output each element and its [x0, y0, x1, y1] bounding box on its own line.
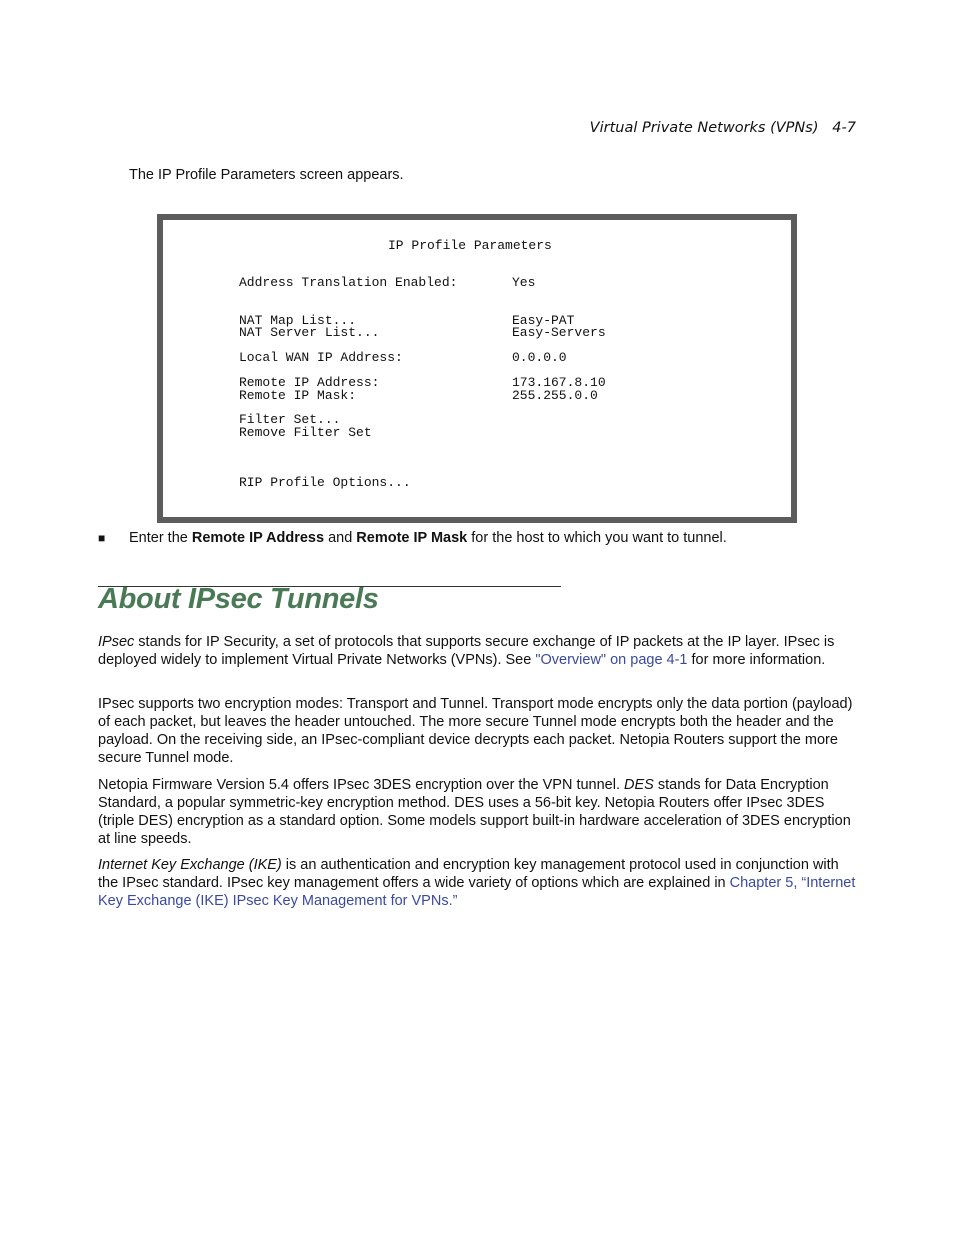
remote-ip-address-label: Remote IP Address: [239, 375, 380, 390]
address-translation-label: Address Translation Enabled: [239, 275, 458, 290]
remote-ip-mask-label: Remote IP Mask: [239, 388, 357, 403]
address-translation-value: Yes [512, 275, 536, 290]
remote-ip-mask-value: 255.255.0.0 [512, 388, 598, 403]
ip-profile-screen [157, 214, 797, 523]
paragraph-3des: Netopia Firmware Version 5.4 offers IPsec 3DES encryption over the VPN tunnel. DES stands for Data Encryption Standard, a popular symmetric-key encryption method. DES uses a 56-bit key. Netopia Routers offer IPsec 3DES (triple DES) encryption as a standard option. Some models support built-in hardware acceleration of 3DES encryption at line speeds. [98, 777, 851, 847]
nat-map-list-label: NAT Map List... [239, 313, 357, 328]
paragraph-ipsec: IPsec stands for IP Security, a set of protocols that supports secure exchange of IP packets at the IP layer. IPsec is deployed widely to implement Virtual Private Networks (VPNs). See "Overview" on page 4-1 for more information. [98, 634, 835, 668]
remove-filter-set-label: Remove Filter Set [239, 425, 372, 440]
remote-ip-mask-term: Remote IP Mask [356, 530, 468, 546]
chapter-5-link[interactable]: Chapter 5, “Internet Key Exchange (IKE) IPsec Key Management for VPNs.” [98, 875, 856, 909]
local-wan-ip-label: Local WAN IP Address: [239, 350, 403, 365]
paragraph-modes: IPsec supports two encryption modes: Transport and Tunnel. Transport mode encrypts only the data portion (payload) of each packet, but leaves the header untouched. The more secure Tunnel mode encrypts both the header and the payload. On the receiving side, an IPsec-compliant device decrypts each packet. Netopia Routers support the more secure Tunnel mode. [98, 696, 853, 766]
intro-text: The IP Profile Parameters screen appears. [129, 167, 404, 183]
nat-server-list-value: Easy-Servers [512, 325, 606, 340]
remote-ip-address-term: Remote IP Address [191, 530, 325, 546]
nat-map-list-value: Easy-PAT [512, 313, 575, 328]
screen-title: IP Profile Parameters [388, 238, 552, 253]
bullet-square-icon: ■ [98, 531, 106, 545]
overview-link[interactable]: "Overview" on page 4-1 [535, 652, 688, 668]
nat-server-list-label: NAT Server List... [239, 325, 380, 340]
bullet-text: Enter the Remote IP Address and Remote IP Mask for the host to which you want to tunnel. [129, 530, 727, 546]
rip-profile-options-label: RIP Profile Options... [239, 475, 411, 490]
filter-set-label: Filter Set... [239, 412, 341, 427]
section-heading: About IPsec Tunnels [98, 583, 379, 615]
running-head: Virtual Private Networks (VPNs) 4-7 [589, 120, 856, 136]
local-wan-ip-value: 0.0.0.0 [512, 350, 567, 365]
paragraph-ike: Internet Key Exchange (IKE) is an authentication and encryption key management protocol used in conjunction with the IPsec standard. IPsec key management offers a wide variety of options which are explained in Chapter 5, “Internet Key Exchange (IKE) IPsec Key Management for VPNs.” [98, 857, 856, 909]
remote-ip-address-value: 173.167.8.10 [512, 375, 606, 390]
